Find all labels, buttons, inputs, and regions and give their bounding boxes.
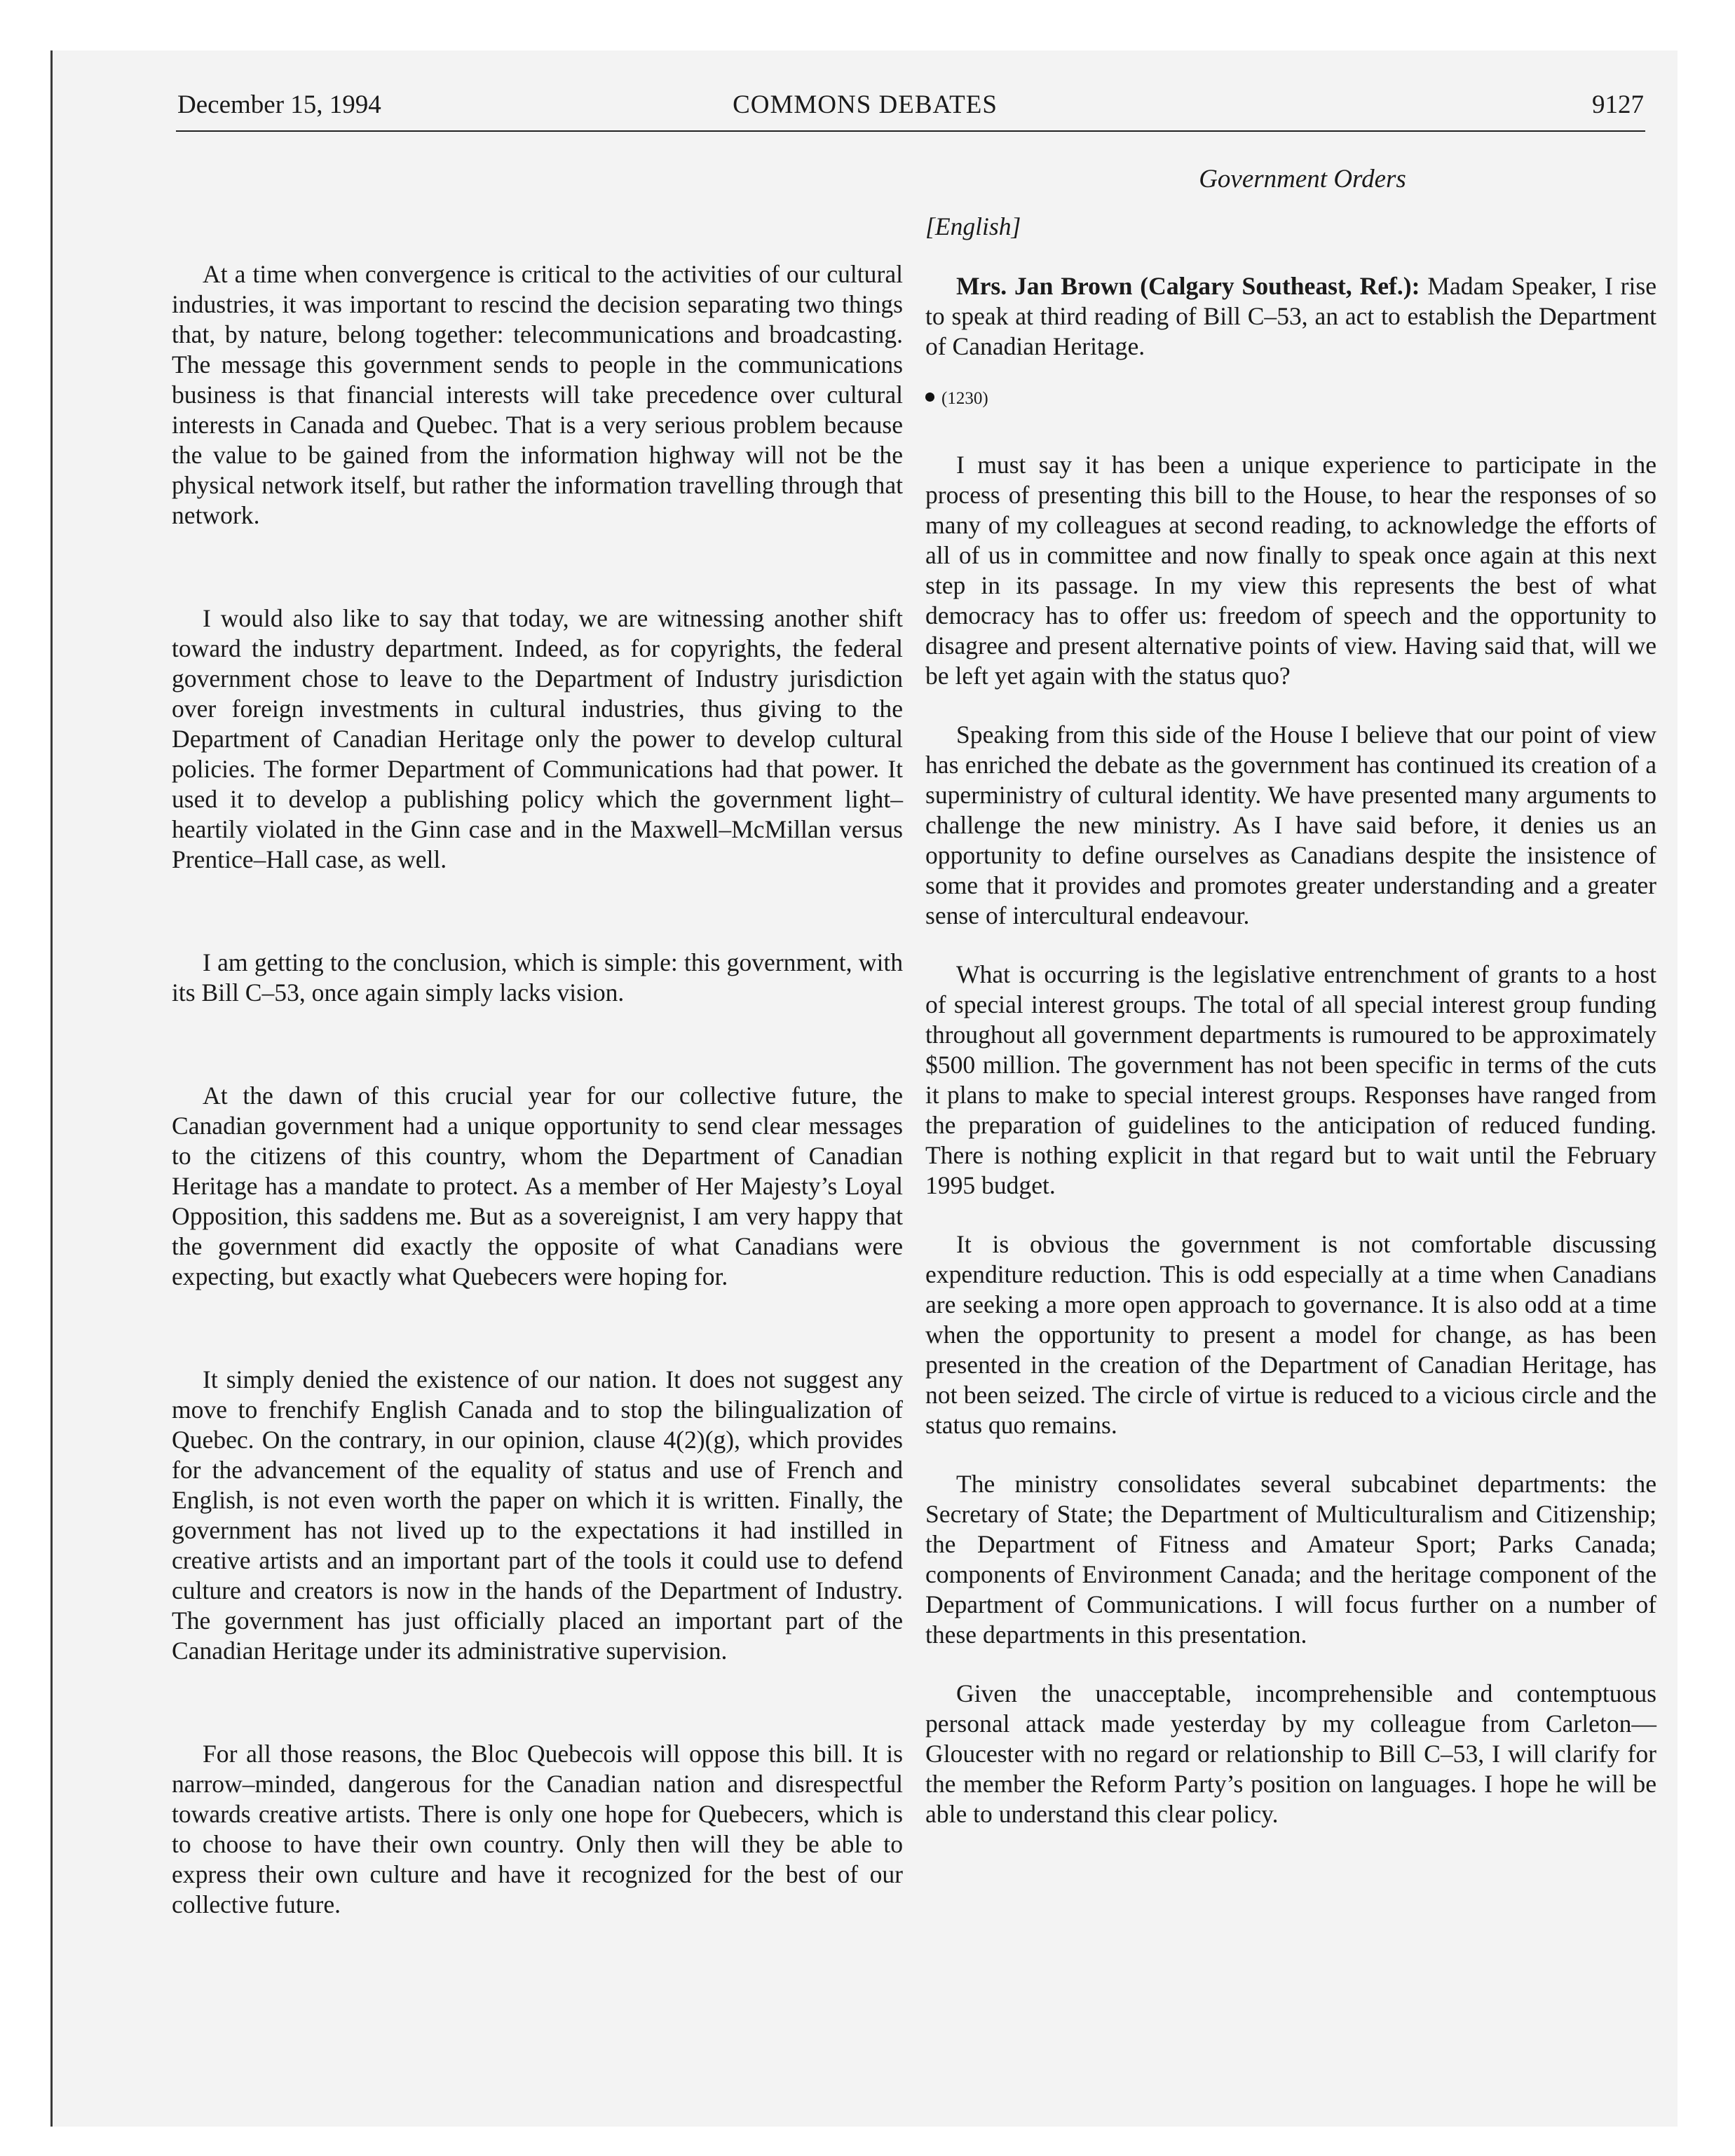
right-paragraph-2: Speaking from this side of the House I believe that our point of view has enriched the debate as the government has continued its creation of a superministry of cultural identity. We have presented many arguments to challenge the new ministry. As I have said before, it denies us an opportunity to define ourselves as Canadians despite the insistence of some that it provides and promotes greater understanding and a greater sense of intercultural endeavour. (925, 721, 1656, 929)
left-paragraph-2: I would also like to say that today, we are witnessing another shift toward the industry department. Indeed, as for copyrights, the federal government chose to leave to the Department of Industry jurisdiction over foreign investments in cultural industries, thus giving to the Department of Canadian Heritage only the power to develop cultural policies. The former Department of Communications had that power. It used it to develop a publishing policy which the government light–heartily violated in the Ginn case and in the Maxwell–McMillan versus Prentice–Hall case, as well. (172, 604, 903, 873)
right-column (925, 212, 1656, 1829)
right-paragraph-5: The ministry consolidates several subcabinet departments: the Secretary of State; the Department of Multiculturalism and Citizenship; the Department of Fitness and Amateur Sport; Parks Canada; components of Environment Canada; and the heritage component of the Department of Communications. I will focus further on a number of these departments in this presentation. (925, 1470, 1656, 1649)
right-paragraph-6: Given the unacceptable, incomprehensible and contemptuous personal attack made yesterday by my colleague from Carleton—Gloucester with no regard or relationship to Bill C–53, I will clarify for the member the Reform Party’s position on languages. I hope he will be able to understand this clear policy. (925, 1679, 1656, 1828)
left-column (172, 259, 903, 1920)
time-marker-label: (1230) (941, 389, 988, 408)
right-paragraph-4: It is obvious the government is not comfortable discussing expenditure reduction. This is odd especially at a time when Canadians are seeking a more open approach to governance. It is also odd at a time when the opportunity to present a model for change, as has been presented in the creation of the Department of Canadian Heritage, has not been seized. The circle of virtue is reduced to a vicious circle and the status quo remains. (925, 1230, 1656, 1439)
left-paragraph-4: At the dawn of this crucial year for our collective future, the Canadian government had a unique opportunity to send clear messages to the citizens of this country, whom the Department of Canadian Heritage has a mandate to protect. As a member of Her Majesty’s Loyal Opposition, this saddens me. But as a sovereignist, I am very happy that the government did exactly the opposite of what Canadians were expecting, but exactly what Quebecers were hoping for. (172, 1082, 903, 1290)
speaker-opening-text: Madam Speaker, I rise to speak at third reading of Bill C–53, an act to establish the Department of Canadian Heritage. (925, 272, 1656, 360)
speaker-paragraph (925, 271, 1656, 362)
header-page-number: 9127 (1592, 90, 1644, 119)
speaker-name: Mrs. Jan Brown (Calgary Southeast, Ref.): (956, 272, 1420, 300)
right-paragraph-1: I must say it has been a unique experience to participate in the process of presenting this bill to the House, to hear the responses of so many of my colleagues at second reading, to acknowledge the efforts of all of us in committee and now finally to speak once again at this next step in its passage. In my view this represents the best of what democracy has to offer us: freedom of speech and the opportunity to disagree and present alternative points of view. Having said that, will we be left yet again with the status quo? (925, 451, 1656, 690)
page-sheet (50, 50, 1678, 2127)
language-tag: [English] (925, 212, 1021, 240)
left-paragraph-6: For all those reasons, the Bloc Quebecois will oppose this bill. It is narrow–minded, dangerous for the Canadian nation and disrespectful towards creative artists. There is only one hope for Quebecers, which is to choose to have their own country. Only then will they be able to express their own culture and have it recognized for the best of our collective future. (172, 1740, 903, 1918)
left-paragraph-1: At a time when convergence is critical to the activities of our cultural industries, it was important to rescind the decision separating two things that, by nature, belong together: telecommunications and broadcasting. The message this government sends to people in the communications business is that financial interests will take precedence over cultural interests in Canada and Quebec. That is a very serious problem because the value to be gained from the information highway will not be the physical network itself, but rather the information travelling through that network. (172, 260, 903, 529)
time-marker (925, 388, 1656, 409)
section-title: Government Orders (1199, 165, 1406, 193)
left-paragraph-3: I am getting to the conclusion, which is simple: this government, with its Bill C–53, once again simply lacks vision. (172, 948, 903, 1007)
header-date: December 15, 1994 (177, 90, 381, 119)
header-rule (176, 130, 1645, 132)
header-publication: COMMONS DEBATES (733, 90, 998, 119)
left-paragraph-5: It simply denied the existence of our nation. It does not suggest any move to frenchify English Canada and to stop the bilingualization of Quebec. On the contrary, in our opinion, clause 4(2)(g), which provides for the advancement of the equality of status and use of French and English, is not even worth the paper on which it is written. Finally, the government has not lived up to the expectations it had instilled in creative artists and an important part of the tools it could use to defend culture and creators is now in the hands of the Department of Industry. The government has just officially placed an important part of the Canadian Heritage under its administrative supervision. (172, 1365, 903, 1665)
bullet-icon (925, 393, 934, 402)
right-paragraph-3: What is occurring is the legislative entrenchment of grants to a host of special interest groups. The total of all special interest group funding throughout all government departments is rumoured to be approximately $500 million. The government has not been specific in terms of the cuts it plans to make to special interest groups. Responses have ranged from the preparation of guidelines to the anticipation of reduced funding. There is nothing explicit in that regard but to wait until the February 1995 budget. (925, 960, 1656, 1199)
